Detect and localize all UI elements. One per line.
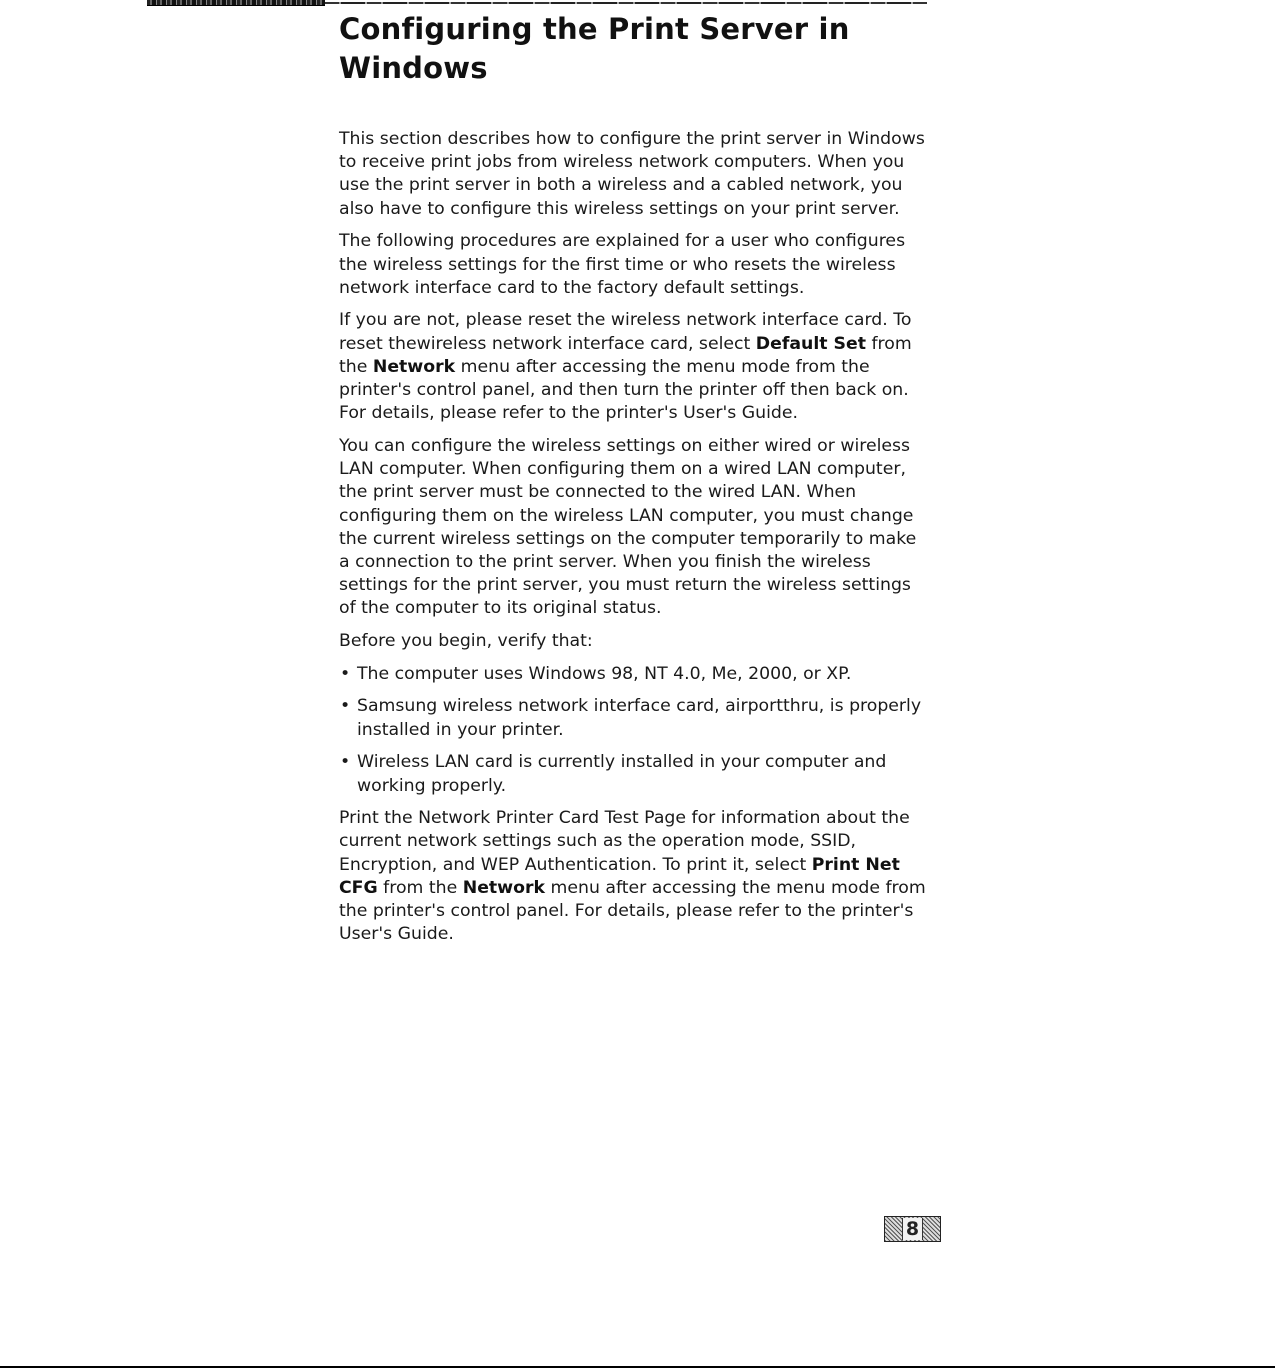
bullet-icon: • <box>340 663 351 684</box>
test-page-text-1: Print the Network Printer Card Test Page for information about the current network settings such as the operation mode, SSID, Encryption, and WEP Authentication. To print it, select <box>339 808 910 875</box>
body-text <box>339 128 931 947</box>
paragraph-intro: This section describes how to configure the print server in Windows to receive print jobs from wireless network computers. When you use the print server in both a wireless and a cabled network, you also have to configure this wireless settings on your print server. <box>339 129 925 219</box>
default-set-term: Default Set <box>755 333 866 354</box>
list-item <box>339 695 931 741</box>
paragraph-before-begin: Before you begin, verify that: <box>339 631 593 652</box>
header-rule-thick <box>147 0 325 6</box>
reset-text-3: menu after accessing the menu mode from the printer's control panel, and then turn the printer off then back on. For details, please refer to the printer's User's Guide. <box>339 356 909 424</box>
paragraph-test-page <box>339 807 931 946</box>
paragraph-procedures: The following procedures are explained for a user who configures the wireless settings for the first time or who resets the wireless network interface card to the factory default settings. <box>339 231 906 298</box>
paragraph-reset <box>339 309 931 425</box>
requirements-list <box>339 663 931 798</box>
list-item <box>339 751 931 797</box>
list-item <box>339 663 931 686</box>
network-menu-term: Network <box>462 877 546 898</box>
list-item-text: Samsung wireless network interface card, airportthru, is properly installed in your printer. <box>357 696 922 740</box>
test-page-text-3: menu after accessing the menu mode from the printer's control panel. For details, please refer to the printer's User's Guide. <box>339 877 926 945</box>
page-number-badge <box>884 1216 941 1242</box>
network-menu-term: Network <box>372 356 456 377</box>
page-content <box>339 10 931 956</box>
test-page-text-2: from the <box>377 877 463 898</box>
page-number: 8 <box>902 1218 923 1240</box>
footer-rule <box>0 1366 1275 1368</box>
print-net-cfg-term: Print Net CFG <box>339 854 900 898</box>
header-rule-thin <box>325 2 927 4</box>
page-title: Configuring the Print Server in Windows <box>339 12 850 85</box>
bullet-icon: • <box>340 752 351 773</box>
list-item-text: Wireless LAN card is currently installed in your computer and working properly. <box>357 752 887 796</box>
reset-text-1: If you are not, please reset the wireless network interface card. To reset thewireless network interface card, select <box>339 310 912 354</box>
paragraph-configure: You can configure the wireless settings on either wired or wireless LAN computer. When configuring them on a wired LAN computer, the print server must be connected to the wired LAN. When configuring them on the wireless LAN computer, you must change the current wireless settings on the computer temporarily to make a connection to the print server. When you finish the wireless settings for the print server, you must return the wireless settings of the computer to its original status. <box>339 435 917 619</box>
bullet-icon: • <box>340 696 351 717</box>
list-item-text: The computer uses Windows 98, NT 4.0, Me, 2000, or XP. <box>357 663 852 684</box>
reset-text-2: from the <box>339 333 912 377</box>
